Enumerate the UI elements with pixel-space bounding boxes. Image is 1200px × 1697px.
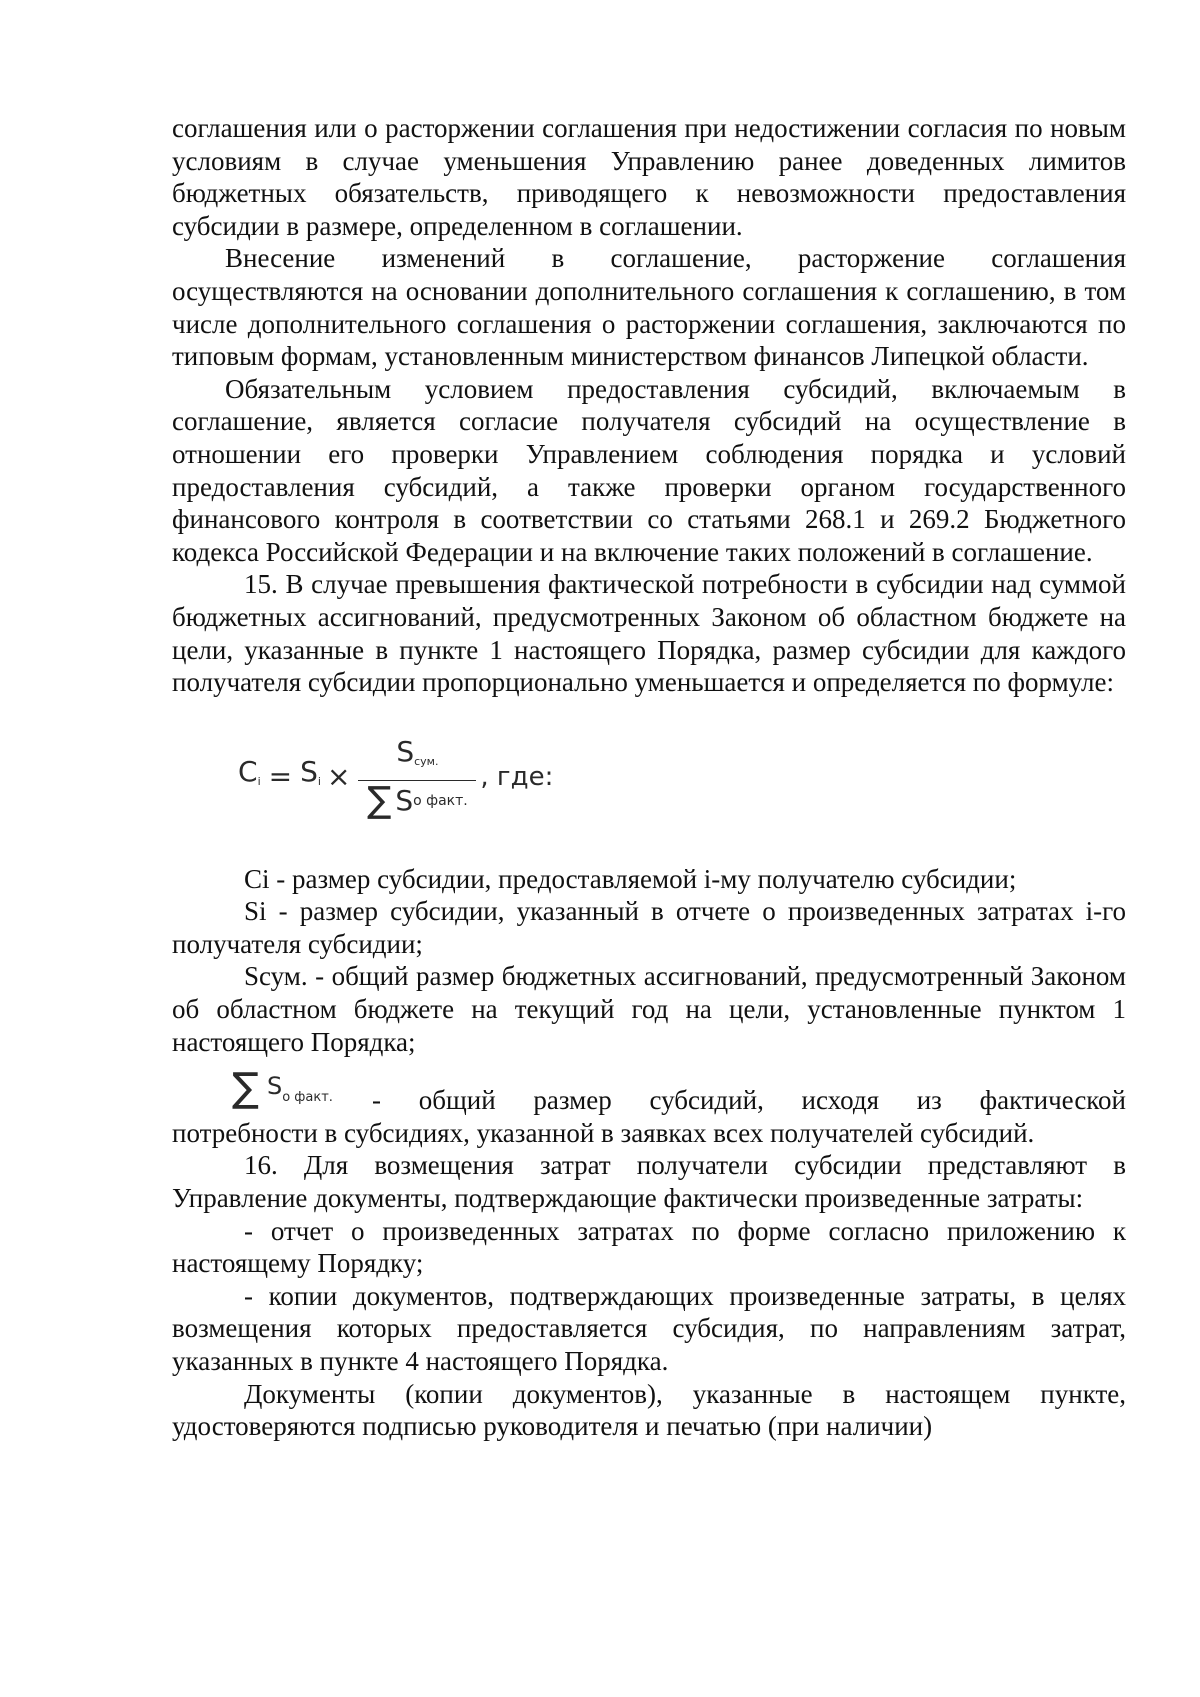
formula-fraction (358, 736, 476, 820)
document-page (172, 112, 1126, 1443)
formula-times: × (326, 760, 351, 794)
paragraph-mandatory-condition: Обязательным условием предоставления субсидий, включаемым в соглашение, является согласие получателя субсидий на осуществление в отношении его проверки Управлением соблюдения порядка и условий предоставления субсидий, а также проверки органом государственного финансового контроля в соответствии со статьями 268.1 и 269.2 Бюджетного кодекса Российской Федерации и на включение таких положений в соглашение. (172, 373, 1126, 567)
definition-sum-line2: потребности в субсидиях, указанной в заявках всех получателей субсидий. (172, 1117, 1035, 1148)
formula-where: , где: (480, 762, 554, 793)
sum-formula-symbol: ∑ S о факт. (232, 1065, 333, 1112)
formula-si: Si (300, 755, 321, 789)
sigma-icon: ∑ (367, 780, 392, 822)
paragraph-item-16: 16. Для возмещения затрат получатели субсидии представляют в Управление документы, подтверждающие фактически произведенные затраты: (172, 1150, 1126, 1214)
paragraph-agreement-termination: соглашения или о расторжении соглашения при недостижении согласия по новым условиям в случае уменьшения Управлению ранее доведенных лимитов бюджетных обязательств, приводящего к невозможности предоставления субсидии в размере, определенном в соглашении. (172, 113, 1126, 241)
sigma-icon: ∑ (232, 1065, 259, 1112)
formula-equals: = (268, 760, 293, 794)
subsidy-formula (238, 723, 1126, 833)
paragraph-certification: Документы (копии документов), указанные в настоящем пункте, удостоверяются подписью руководителя и печатью (при наличии) (172, 1378, 1126, 1442)
definition-ssum: Sсум. - общий размер бюджетных ассигнований, предусмотренный Законом об областном бюджете на текущий год на цели, установленные пунктом 1 настоящего Порядка; (172, 961, 1126, 1057)
list-item-copies: - копии документов, подтверждающих произведенные затраты, в целях возмещения которых предоставляется субсидия, по направлениям затрат, указанных в пункте 4 настоящего Порядка. (172, 1280, 1126, 1376)
formula-denominator: ∑ S о факт. (367, 780, 468, 822)
formula-lhs: Ci (238, 755, 261, 789)
paragraph-agreement-changes: Внесение изменений в соглашение, расторжение соглашения осуществляются на основании дополнительного соглашения к соглашению, в том числе дополнительного соглашения о расторжении соглашения, заключаются по типовым формам, установленным министерством финансов Липецкой области. (172, 243, 1126, 372)
definition-ci: Ci - размер субсидии, предоставляемой i-му получателю субсидии; (244, 863, 1017, 894)
definition-si: Si - размер субсидии, указанный в отчете о произведенных затратах i-го получателя субсидии; (172, 896, 1126, 959)
definition-sum-line1: ∑ S о факт. - общий размер субсидий, исходя из фактической (232, 1065, 1126, 1116)
paragraph-item-15: 15. В случае превышения фактической потребности в субсидии над суммой бюджетных ассигнований, предусмотренных Законом об областном бюджете на цели, указанные в пункте 1 настоящего Порядка, размер субсидии для каждого получателя субсидии пропорционально уменьшается и определяется по формуле: (172, 569, 1126, 698)
list-item-report: - отчет о произведенных затратах по форме согласно приложению к настоящему Порядку; (172, 1215, 1126, 1279)
formula-numerator: Sсум. (396, 734, 439, 768)
